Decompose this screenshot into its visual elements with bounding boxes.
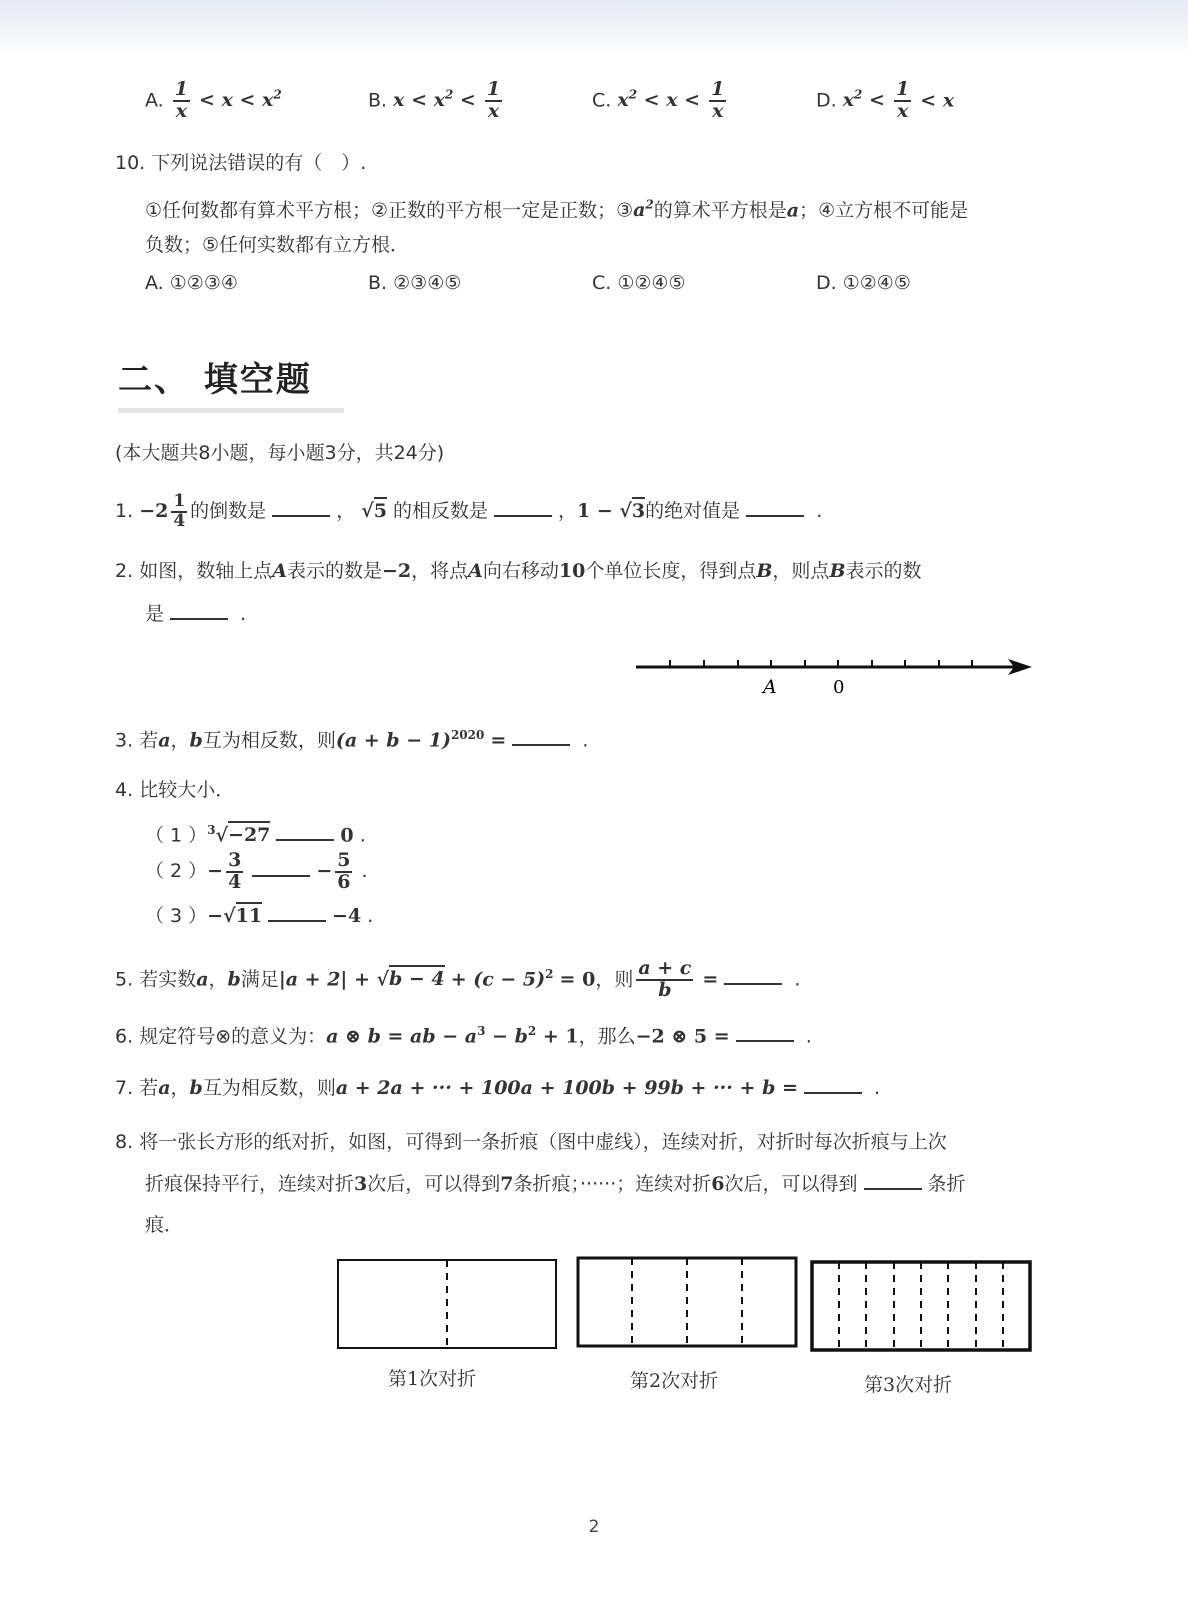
q4-part3: （ 3 ）−√11 −4 . xyxy=(145,900,373,931)
math-expr: $x^2 < x$ < xyxy=(617,88,701,112)
q10-statement-line2: 负数；⑤任何实数都有立方根． xyxy=(145,234,410,256)
q8-line1: 8. 将一张长方形的纸对折，如图，可得到一条折痕（图中虚线），连续对折，对折时每次折痕与上次 xyxy=(115,1131,947,1153)
q9-option-d xyxy=(816,80,954,122)
q3: 3. 若a，b互为相反数，则$(a + b - 1)^{2020}$ = . xyxy=(115,720,588,755)
q8-line2: 折痕保持平行，连续对折3次后，可以得到7条折痕；······；连续对折6次后，可以得到 条折 xyxy=(145,1168,966,1199)
section-title: 二、 填空题 xyxy=(118,360,312,400)
option-label: B. xyxy=(368,89,388,112)
q10-option-a: A. ①②③④ xyxy=(145,272,238,294)
section-note: (本大题共8小题，每小题3分，共24分) xyxy=(115,442,445,464)
math-expr: $x < x^2$ < xyxy=(393,88,476,112)
header-band xyxy=(0,0,1188,55)
math-expr: < x xyxy=(920,89,955,112)
option-label: A. xyxy=(145,89,164,112)
q1: 1. −2 $\frac{1}{4}$ 的倒数是 ， √5 的相反数是 ，1 − √3的绝对值是 . xyxy=(115,490,823,531)
crease-lines-2 xyxy=(632,1258,742,1346)
q10-option-b: B. ②③④⑤ xyxy=(368,272,462,294)
folding-figure xyxy=(330,1250,1040,1360)
q6: 6. 规定符号⊗的意义为：a ⊗ b = ab − $a^3 - b^2 + 1$，那么−2 ⊗ 5 = . xyxy=(115,1016,812,1051)
axis-label-zero: 0 xyxy=(833,677,845,698)
option-label: C. xyxy=(592,89,612,112)
fraction: $\frac{1}{x}$ xyxy=(486,78,501,122)
q10-option-c: C. ①②④⑤ xyxy=(592,272,686,294)
fraction: $\frac{1}{x}$ xyxy=(174,78,188,122)
fold-caption-2: 第2次对折 xyxy=(630,1370,719,1392)
q8-line3: 痕． xyxy=(145,1214,184,1236)
math-expr: $x^2$ < xyxy=(842,88,885,112)
q9-option-b xyxy=(368,80,505,122)
q10-statement-line1: ①任何数都有算术平方根；②正数的平方根一定是正数；$③a^2$的算术平方根是a；④立方根不可能是 xyxy=(145,198,969,222)
q2-line2: 是 . xyxy=(145,598,246,629)
fold-caption-1: 第1次对折 xyxy=(388,1368,477,1390)
number-line-figure xyxy=(630,650,1040,700)
page-number: 2 xyxy=(588,1517,600,1537)
q10-stem: 10. 下列说法错误的有（ ）. xyxy=(115,152,367,174)
axis-label-a: A xyxy=(763,676,777,698)
option-label: D. xyxy=(816,89,837,112)
math-expr: < $x < x^2$ xyxy=(199,88,282,112)
q9-option-c xyxy=(592,80,729,122)
q9-option-a xyxy=(145,80,282,122)
fold-caption-3: 第3次对折 xyxy=(864,1374,953,1396)
section-underline xyxy=(118,408,344,413)
q5: 5. 若实数a，b满足$|a + 2| + √b - 4 + (c - 5)^2 = 0$，则 $\frac{a + c}{b}$ = . xyxy=(115,956,801,1001)
q4-part1: （ 1 ）$^3$√−27 0 . xyxy=(145,815,366,850)
q4-part2: （ 2 ）− $\frac{3}{4}$ − $\frac{5}{6}$ . xyxy=(145,848,368,893)
fraction: $\frac{1}{x}$ xyxy=(896,78,910,122)
fraction: $\frac{1}{x}$ xyxy=(711,78,725,122)
crease-lines-3 xyxy=(839,1262,1003,1350)
q10-option-d: D. ①②④⑤ xyxy=(816,272,911,294)
q2-line1: 2. 如图，数轴上点A表示的数是−2，将点A向右移动10个单位长度，得到点B，则点B表示的数 xyxy=(115,560,922,582)
q4-stem: 4. 比较大小． xyxy=(115,779,235,801)
q7: 7. 若a，b互为相反数，则a + 2a + ··· + 100a + 100b + 99b + ··· + b = . xyxy=(115,1072,880,1103)
